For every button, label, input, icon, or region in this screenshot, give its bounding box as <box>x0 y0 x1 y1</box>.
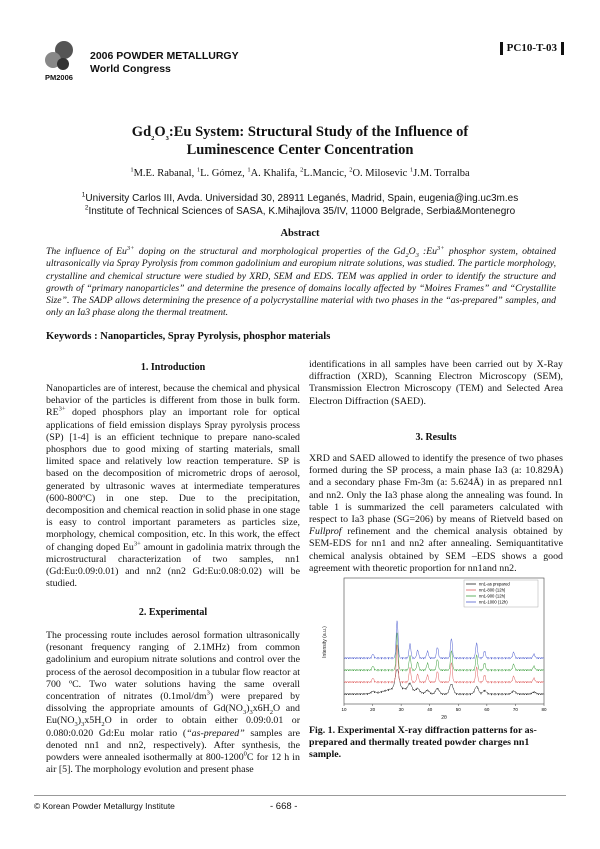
affiliation-2: $^2$Institute of Technical Sciences of SASA, K.Mihajlova 35/IV, 11000 Belgrade, Serbia&Montenegro <box>84 204 516 217</box>
affiliation-1: $^1$University Carlos III, Avda. Universidad 30, 28911 Leganés, Madrid, Spain, eugenia@ing.uc3m.es <box>81 191 519 204</box>
x-tick-label: 10 <box>341 707 347 712</box>
x-tick-label: 80 <box>541 707 547 712</box>
footer-rule <box>34 795 566 796</box>
abstract-heading: Abstract <box>280 228 320 239</box>
legend-entry: nn1-as prepared <box>479 581 510 587</box>
series-line <box>344 633 544 671</box>
chart-legend <box>464 580 538 607</box>
figure-caption: Fig. 1. Experimental X-ray diffraction patterns for as-prepared and thermally treated powder charges nn1 sample. <box>309 725 537 761</box>
legend-entry: nn1-900 (12h) <box>479 593 506 599</box>
intro-text: Nanoparticles are of interest, because the chemical and physical behavior of the particles is different from those in bulk form. $RE^{3+}$ doped phosphors play an important role for optical applications of field emission displays Spray pyrolysis process (SP) [1-4] is an efficient technique to prepare nano-scaled phosphors due to good mixing of starting materials, small limited space and relatively low reaction temperature. SP is based on the decomposition of micrometric drops of aerosol, generated by ultrasonic waves at intermediate temperatures (600-800ºC) in one step. Due to the precipitation, decomposition and chemical reaction in solid phase in one stage is easy to control important parameters as particles size, morphology, chemical composition, etc. In this work, the effect of changing doped $Eu^{3+}$ amount in gadolinia matrix through the microstructural characterization of two samples, nn1 (Gd:Eu:0.09:0.01) and nn2 (nn2 Gd:Eu:0.08:0.02) will be studied. <box>46 383 300 590</box>
x-tick-label: 40 <box>427 707 433 712</box>
x-tick-label: 60 <box>484 707 490 712</box>
intro-heading: 1. Introduction <box>140 362 206 373</box>
paper-code-badge: PC10-T-03 <box>500 42 564 55</box>
abstract-text: The influence of $Eu^{3+}$ doping on the structural and morphological properties of the $Gd_2O_3$ $:Eu^{3+}$ phosphor system, obtained ultrasonically via Spray Pyrolysis from common gadolinium and europium nitrate solutions, was studied. The particle morphology, crystalline and chemical structure were studied by XRD, SEM and EDS. TEM was applied in order to identify the structure and growth of “primary nanoparticles” and determine the presence of domains locally affected by “Moires Frames” and “Crystallite Size”. The SADP allows determining the presence of a polycrystalline material with two phases in the “as-prepared” samples, and only an Ia3 phase along the thermal treatment. <box>46 244 556 319</box>
x-tick-label: 50 <box>455 707 461 712</box>
legend-entry: nn1-1000 (12h) <box>479 599 508 605</box>
x-tick-label: 30 <box>398 707 404 712</box>
x-axis-label: 2θ <box>441 715 447 721</box>
experimental-heading: 2. Experimental <box>138 607 208 618</box>
keywords: Keywords : Nanoparticles, Spray Pyrolysis, phosphor materials <box>46 331 331 342</box>
author-list: $^1$M.E. Rabanal, $^1$L. Gómez, $^1$A. Khalifa, $^2$L.Mancic, $^2$O. Milosevic $^1$J.M. Torralba <box>130 166 470 179</box>
y-axis-label: Intensity (a.u.) <box>322 626 328 658</box>
footer-copyright: © Korean Powder Metallurgy Institute <box>34 801 175 811</box>
x-tick-label: 70 <box>512 707 518 712</box>
results-text: XRD and SAED allowed to identify the presence of two phases formed during the SP process, a main phase Ia3 (a: 10.829Å) and a secondary phase Fm-3m (a: 5.624Å) in as prepared nn1 and nn2. Only the Ia3 phase along the annealing was found. In table 1 is summarized the cell parameters calculated with respect to Ia3 phase (SG=206) by means of Rietveld based on Fullprof refinement and the chemical analysis obtained by SEM-EDS for nn1 and nn2 after annealing. Semiquantitative chemical analysis obtained by SEM –EDS shows a good agreement with theoretic proportion for nn1and nn2. <box>309 453 563 574</box>
org-name-line1: 2006 POWDER METALLURGY <box>90 50 239 62</box>
legend-entry: nn1-800 (12h) <box>479 587 506 593</box>
experimental-text: The processing route includes aerosol formation ultrasonically (resonant frequency ranging of 2.1MHz) from common gadolinium and europium nitrate solutions and control over the process of the aerosol decomposition in a tubular flow reactor at 700 ºC. Two water solutions having the same overall concentration of nitrates $(0.1mol/dm^3)$ were prepared by dissolving the appropriate amounts of $Gd(NO_3)_3x6H_2O$ and $Eu(NO_3)_3x5H_2O$ in order to obtain either 0.09:0.01 or 0.080:0.020 Gd:Eu molar ratio (“as-prepared” samples are denoted nn1 and nn2, respectively). After synthesis, the powders were annealed isothermally at 800-1200$^0$C for 12 h in air [5]. The morphology evolution and present phase <box>46 630 300 776</box>
paper-title: $Gd_2O_3:Eu$ System: Structural Study of the Influence of Luminescence Center Concentration <box>131 124 469 158</box>
series-line <box>344 645 544 683</box>
affiliations <box>30 192 570 218</box>
intro-continued-text: identifications in all samples have been carried out by X-Ray diffraction (XRD), Scanning Electron Microscopy (SEM), Transmission Electron Microscopy (TEM) and Selected Area Electron Diffraction (SAED). <box>309 359 563 407</box>
series-line <box>344 621 544 659</box>
logo-text: PM2006 <box>45 73 73 82</box>
xrd-chart <box>318 572 552 722</box>
page-number: - 668 - <box>270 801 298 812</box>
org-name-line2: World Congress <box>90 63 171 75</box>
x-tick-label: 20 <box>370 707 376 712</box>
results-heading: 3. Results <box>415 432 457 443</box>
